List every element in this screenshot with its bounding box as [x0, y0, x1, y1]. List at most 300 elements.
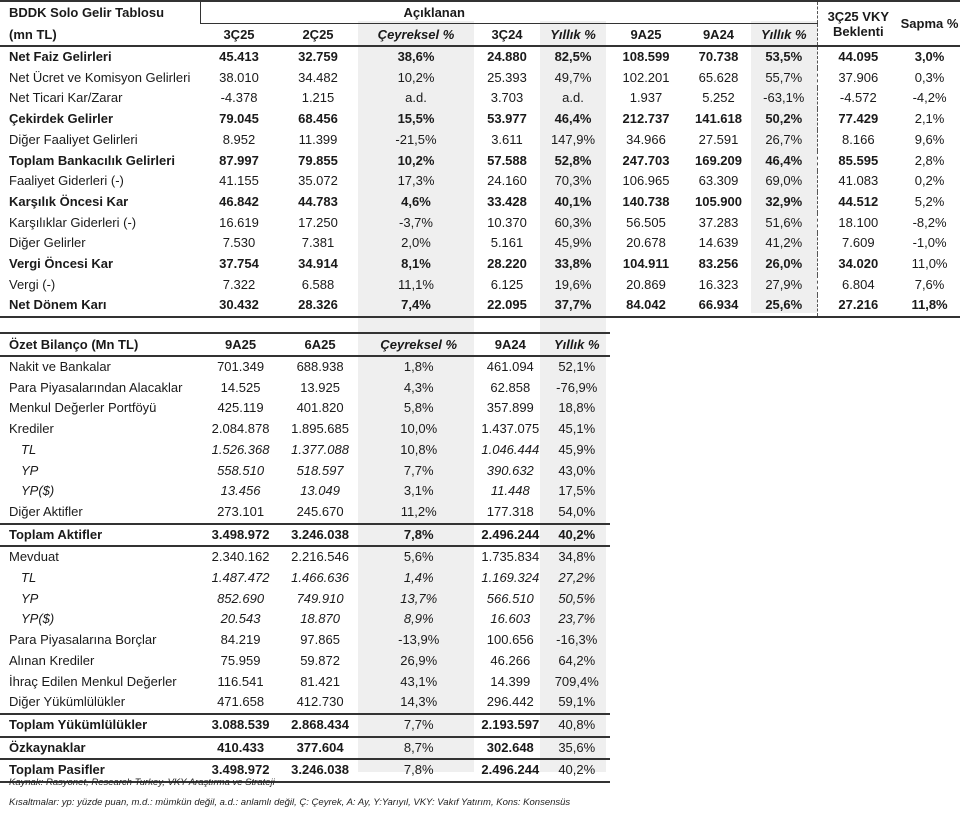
row-label: Toplam Bankacılık Gelirleri	[9, 152, 175, 168]
cell-quarterly-pct: 11,1%	[398, 276, 434, 292]
balance-row	[0, 398, 610, 419]
cell-9m24: 177.318	[486, 503, 534, 519]
cell-6m25: 3.246.038	[280, 759, 361, 782]
cell-3q25: -4.378	[220, 90, 258, 106]
cell-9m25: 20.869	[626, 276, 666, 292]
cell-9m25: 1.937	[629, 90, 663, 106]
row-label: TL	[21, 570, 37, 586]
cell-3q24: 24.880	[487, 49, 527, 64]
cell-estimate: 18.100	[817, 213, 899, 234]
cell-6m25: 1.466.636	[291, 570, 349, 586]
cell-deviation: 11,8%	[899, 295, 960, 317]
cell-yearly-pct-9m: 27,9%	[765, 276, 803, 292]
cell-deviation: 0,2%	[914, 173, 945, 189]
cell-3q24: 28.220	[487, 256, 527, 272]
cell-2q25: 79.855	[298, 152, 338, 168]
row-label: Diğer Yükümlülükler	[9, 694, 126, 710]
bal-col-header-quarterly-pct: Çeyreksel %	[360, 333, 477, 356]
row-label: Alınan Krediler	[9, 652, 95, 668]
cell-9m24: 1.735.834	[477, 546, 543, 568]
cell-9m24: 169.209	[695, 152, 742, 168]
cell-3q24: 24.160	[487, 173, 527, 189]
row-label: Vergi (-)	[9, 276, 56, 292]
cell-yearly-pct: 147,9%	[550, 131, 596, 147]
cell-6m25: 518.597	[296, 462, 344, 478]
cell-deviation: 7,6%	[914, 276, 945, 292]
balance-row	[0, 461, 610, 482]
cell-6m25: 412.730	[296, 694, 344, 710]
cell-9m25: 2.340.162	[201, 546, 280, 568]
cell-9m24: 1.169.324	[481, 570, 540, 586]
cell-9m24: 11.448	[490, 483, 530, 499]
row-label: Faaliyet Giderleri (-)	[9, 173, 124, 189]
row-label: Özkaynaklar	[0, 737, 201, 760]
balance-table-title: Özet Bilanço (Mn TL)	[0, 333, 201, 356]
cell-quarterly-pct: 8,7%	[360, 737, 477, 760]
cell-yearly-pct-9m: -63,1%	[763, 90, 805, 106]
cell-9m24: 27.591	[698, 131, 739, 147]
cell-deviation: -1,0%	[912, 235, 947, 251]
cell-yearly-pct: 34,8%	[544, 546, 610, 568]
cell-estimate: 34.020	[817, 254, 899, 275]
cell-quarterly-pct: 13,7%	[400, 590, 438, 606]
balance-row	[0, 672, 610, 693]
cell-quarterly-pct: 43,1%	[400, 673, 438, 689]
cell-yearly-pct: 23,7%	[558, 611, 596, 627]
cell-3q24: 53.977	[487, 111, 527, 127]
cell-quarterly-pct: -3,7%	[399, 214, 433, 230]
income-row	[0, 88, 960, 109]
cell-quarterly-pct: 10,2%	[397, 69, 435, 85]
cell-quarterly-pct: 5,8%	[403, 400, 434, 416]
row-label: YP	[21, 462, 39, 478]
cell-quarterly-pct: 10,0%	[400, 421, 438, 437]
income-row	[0, 68, 960, 89]
cell-9m25: 273.101	[217, 503, 265, 519]
cell-yearly-pct: 54,0%	[558, 503, 596, 519]
balance-row	[0, 568, 610, 589]
balance-row	[0, 714, 610, 737]
income-body	[0, 46, 960, 317]
cell-3q25: 7.322	[222, 276, 256, 292]
row-label: Para Piyasalarından Alacaklar	[9, 379, 183, 395]
cell-deviation: 9,6%	[914, 131, 945, 147]
cell-9m25: 75.959	[220, 652, 261, 668]
cell-3q24: 6.125	[490, 276, 524, 292]
cell-9m25: 20.543	[220, 611, 261, 627]
cell-yearly-pct-9m: 46,4%	[765, 152, 803, 168]
cell-9m25: 410.433	[201, 737, 280, 760]
income-header-row-2	[0, 24, 960, 47]
row-label: Net Ücret ve Komisyon Gelirleri	[9, 69, 191, 85]
cell-estimate: 7.609	[817, 233, 899, 254]
cell-9m24: 66.934	[686, 295, 751, 317]
cell-9m24: 65.628	[698, 69, 739, 85]
cell-3q25: 45.413	[219, 49, 259, 64]
footnote-abbreviations: Kısaltmalar: yp: yüzde puan, m.d.: mümkün değil, a.d.: anlamlı değil, Ç: Çeyrek, A: Ay, Y:Yarıyıl, VKY: Vakıf Yatırım, Kons: Konsensüs	[9, 797, 571, 808]
cell-2q25: 1.215	[301, 90, 335, 106]
balance-sheet-table	[0, 332, 610, 783]
cell-estimate: 37.906	[817, 68, 899, 89]
income-row	[0, 109, 960, 130]
cell-2q25: 68.456	[298, 111, 338, 127]
col-header-9m25: 9A25	[606, 24, 686, 47]
cell-quarterly-pct: 17,3%	[397, 173, 435, 189]
cell-quarterly-pct: 10,2%	[397, 152, 435, 168]
cell-3q24: 3.611	[491, 131, 523, 147]
row-label: Diğer Gelirler	[9, 235, 86, 251]
bal-col-header-yearly-pct: Yıllık %	[544, 333, 610, 356]
income-row	[0, 233, 960, 254]
cell-yearly-pct-9m: 26,0%	[765, 256, 803, 272]
cell-9m24: 1.046.444	[481, 441, 540, 457]
cell-2q25: 17.250	[298, 214, 338, 230]
cell-yearly-pct: 45,9%	[554, 235, 592, 251]
cell-yearly-pct: 709,4%	[554, 673, 599, 689]
balance-row	[0, 524, 610, 547]
cell-yearly-pct-9m: 26,7%	[765, 131, 803, 147]
cell-3q25: 16.619	[219, 214, 259, 230]
cell-estimate: 8.166	[817, 130, 899, 151]
cell-9m24: 296.442	[486, 694, 534, 710]
balance-row	[0, 651, 610, 672]
income-row	[0, 213, 960, 234]
cell-quarterly-pct: 8,9%	[403, 611, 434, 627]
bal-col-header-9m25: 9A25	[201, 333, 280, 356]
income-row	[0, 192, 960, 213]
cell-6m25: 13.925	[300, 379, 340, 395]
row-label: YP($)	[21, 611, 55, 627]
cell-6m25: 2.216.546	[280, 546, 361, 568]
cell-9m24: 2.496.244	[477, 524, 543, 547]
col-header-3q24: 3Ç24	[474, 24, 540, 47]
cell-estimate: 27.216	[817, 295, 899, 317]
cell-yearly-pct: 46,4%	[554, 111, 592, 127]
cell-6m25: 2.868.434	[280, 714, 361, 737]
balance-row	[0, 589, 610, 610]
cell-quarterly-pct: 11,2%	[400, 503, 437, 519]
cell-yearly-pct: 33,8%	[554, 256, 592, 272]
balance-row	[0, 356, 610, 378]
cell-deviation: 3,0%	[914, 49, 945, 64]
balance-row	[0, 378, 610, 399]
cell-3q24: 5.161	[490, 235, 524, 251]
cell-3q25: 30.432	[200, 295, 278, 317]
income-statement-table	[0, 0, 960, 318]
cell-yearly-pct: 45,1%	[558, 421, 596, 437]
cell-3q25: 37.754	[219, 256, 259, 272]
cell-9m24: 2.193.597	[477, 714, 543, 737]
row-label: Çekirdek Gelirler	[9, 111, 114, 127]
row-label: Mevduat	[0, 546, 201, 568]
cell-yearly-pct: 45,9%	[558, 441, 596, 457]
cell-9m25: 1.487.472	[211, 570, 270, 586]
cell-yearly-pct: 59,1%	[558, 694, 596, 710]
cell-estimate: -4.572	[817, 88, 899, 109]
cell-deviation: 0,3%	[914, 69, 945, 85]
cell-3q24: 3.703	[490, 90, 524, 106]
cell-estimate: 85.595	[817, 151, 899, 172]
income-row	[0, 254, 960, 275]
row-label: TL	[21, 441, 37, 457]
cell-estimate: 77.429	[817, 109, 899, 130]
cell-yearly-pct: 19,6%	[554, 276, 592, 292]
cell-9m24: 16.603	[490, 611, 531, 627]
cell-9m25: 104.911	[622, 256, 670, 272]
row-label: Toplam Yükümlülükler	[0, 714, 201, 737]
estimate-header-line1: 3Ç25 VKY	[827, 8, 889, 24]
cell-estimate: 6.804	[817, 275, 899, 296]
income-row	[0, 130, 960, 151]
cell-yearly-pct-9m: 53,5%	[765, 49, 803, 64]
cell-6m25: 688.938	[296, 359, 344, 374]
cell-6m25: 13.049	[300, 483, 340, 499]
cell-9m25: 116.541	[217, 673, 264, 689]
cell-6m25: 3.246.038	[280, 524, 361, 547]
cell-deviation: 2,8%	[914, 152, 945, 168]
cell-2q25: 7.381	[301, 235, 335, 251]
row-label: Karşılık Öncesi Kar	[9, 193, 129, 209]
balance-row	[0, 692, 610, 714]
cell-9m25: 108.599	[622, 49, 670, 64]
balance-row	[0, 630, 610, 651]
cell-quarterly-pct: 1,4%	[403, 570, 434, 586]
cell-6m25: 1.377.088	[291, 441, 349, 457]
row-label: Para Piyasalarına Borçlar	[9, 632, 157, 648]
cell-9m25: 20.678	[626, 235, 666, 251]
row-label: Vergi Öncesi Kar	[9, 256, 114, 272]
cell-yearly-pct: 37,7%	[540, 295, 606, 317]
cell-yearly-pct: 52,1%	[558, 359, 596, 374]
cell-9m24: 5.252	[702, 90, 735, 106]
income-unit-label: (mn TL)	[0, 24, 200, 47]
cell-quarterly-pct: 15,5%	[397, 111, 435, 127]
col-header-3q25: 3Ç25	[200, 24, 278, 47]
cell-yearly-pct: -16,3%	[556, 632, 598, 648]
row-label: Menkul Değerler Portföyü	[9, 400, 157, 416]
cell-9m25: 701.349	[217, 359, 265, 374]
balance-row	[0, 546, 610, 568]
cell-9m24: 14.639	[698, 235, 739, 251]
cell-9m25: 140.738	[622, 193, 670, 209]
cell-9m24: 46.266	[490, 652, 531, 668]
income-row	[0, 46, 960, 68]
cell-9m25: 1.526.368	[211, 441, 270, 457]
cell-9m25: 558.510	[217, 462, 265, 478]
cell-9m24: 302.648	[477, 737, 543, 760]
row-label: Diğer Faaliyet Gelirleri	[9, 131, 138, 147]
income-row	[0, 151, 960, 172]
income-header-row-1	[0, 1, 960, 24]
cell-9m25: 13.456	[220, 483, 261, 499]
cell-3q24: 33.428	[487, 193, 527, 209]
cell-9m24: 63.309	[698, 173, 739, 189]
cell-quarterly-pct: 4,3%	[403, 379, 434, 395]
row-label: Net Faiz Gelirleri	[9, 49, 112, 64]
cell-quarterly-pct: a.d.	[405, 90, 427, 106]
cell-yearly-pct: 70,3%	[554, 173, 592, 189]
reported-group-header: Açıklanan	[200, 1, 817, 24]
cell-quarterly-pct: 7,8%	[360, 759, 477, 782]
cell-3q25: 38.010	[219, 69, 259, 85]
cell-9m24: 14.399	[490, 673, 531, 689]
cell-9m24: 70.738	[698, 49, 739, 64]
cell-yearly-pct: -76,9%	[556, 379, 598, 395]
cell-estimate: 41.083	[817, 171, 899, 192]
cell-9m25: 2.084.878	[211, 421, 270, 437]
cell-6m25: 245.670	[296, 503, 344, 519]
cell-6m25: 81.421	[300, 673, 340, 689]
bal-col-header-9m24: 9A24	[477, 333, 543, 356]
row-label: YP($)	[21, 483, 55, 499]
cell-yearly-pct: 40,2%	[544, 759, 610, 782]
footnote-source: Kaynak: Rasyonet, Research Turkey, VKY Araştırma ve Strateji	[9, 777, 275, 788]
cell-9m24: 2.496.244	[477, 759, 543, 782]
cell-yearly-pct-9m: 41,2%	[765, 235, 803, 251]
balance-row	[0, 419, 610, 440]
cell-yearly-pct: 64,2%	[558, 652, 596, 668]
cell-9m25: 425.119	[217, 400, 264, 416]
cell-9m24: 105.900	[695, 193, 742, 209]
cell-yearly-pct-9m: 25,6%	[751, 295, 817, 317]
cell-2q25: 34.482	[298, 69, 338, 85]
col-header-9m24: 9A24	[686, 24, 751, 47]
income-row	[0, 275, 960, 296]
cell-yearly-pct: 40,2%	[544, 524, 610, 547]
bal-col-header-6m25: 6A25	[280, 333, 361, 356]
cell-quarterly-pct: 7,7%	[403, 462, 434, 478]
cell-9m25: 852.690	[217, 590, 265, 606]
deviation-header: Sapma %	[899, 1, 960, 46]
cell-quarterly-pct: 7,8%	[360, 524, 477, 547]
cell-yearly-pct: 18,8%	[558, 400, 596, 416]
cell-yearly-pct-9m: 50,2%	[765, 111, 803, 127]
cell-9m24: 461.094	[486, 359, 534, 374]
cell-2q25: 44.783	[298, 193, 338, 209]
cell-3q24: 25.393	[487, 69, 527, 85]
cell-quarterly-pct: 1,8%	[403, 359, 434, 374]
cell-2q25: 34.914	[298, 256, 338, 272]
cell-9m24: 100.656	[486, 632, 534, 648]
cell-3q25: 87.997	[219, 152, 259, 168]
cell-9m25: 212.737	[622, 111, 670, 127]
cell-quarterly-pct: 7,4%	[358, 295, 474, 317]
cell-9m25: 102.201	[622, 69, 670, 85]
cell-yearly-pct-9m: 32,9%	[765, 193, 803, 209]
estimate-header	[817, 1, 899, 46]
cell-2q25: 6.588	[301, 276, 335, 292]
col-header-yearly-pct-9m: Yıllık %	[751, 24, 817, 47]
cell-9m25: 106.965	[622, 173, 670, 189]
cell-2q25: 28.326	[278, 295, 358, 317]
cell-yearly-pct-9m: 55,7%	[765, 69, 803, 85]
cell-yearly-pct: 82,5%	[554, 49, 592, 64]
row-label: Nakit ve Bankalar	[9, 359, 111, 374]
estimate-header-line2: Beklenti	[833, 23, 884, 39]
cell-yearly-pct: 40,8%	[544, 714, 610, 737]
cell-9m25: 84.042	[606, 295, 686, 317]
col-header-2q25: 2Ç25	[278, 24, 358, 47]
col-header-quarterly-pct: Çeyreksel %	[358, 24, 474, 47]
cell-estimate: 44.512	[817, 192, 899, 213]
cell-yearly-pct: 49,7%	[554, 69, 592, 85]
balance-header-row	[0, 333, 610, 356]
cell-quarterly-pct: 7,7%	[360, 714, 477, 737]
cell-9m24: 141.618	[695, 111, 742, 127]
cell-yearly-pct-9m: 69,0%	[765, 173, 803, 189]
balance-row	[0, 502, 610, 524]
cell-yearly-pct: 27,2%	[558, 570, 596, 586]
cell-2q25: 35.072	[298, 173, 338, 189]
cell-yearly-pct: 52,8%	[554, 152, 592, 168]
row-label: Net Ticari Kar/Zarar	[9, 90, 123, 106]
cell-9m25: 3.498.972	[201, 524, 280, 547]
cell-yearly-pct: 50,5%	[558, 590, 596, 606]
cell-9m24: 83.256	[698, 256, 739, 272]
cell-yearly-pct: a.d.	[562, 90, 584, 106]
cell-9m24: 62.858	[490, 379, 531, 395]
balance-body	[0, 356, 610, 782]
cell-9m24: 390.632	[486, 462, 534, 478]
cell-6m25: 749.910	[296, 590, 344, 606]
cell-quarterly-pct: 3,1%	[403, 483, 434, 499]
balance-row	[0, 440, 610, 461]
cell-3q25: 46.842	[219, 193, 259, 209]
cell-3q24: 10.370	[487, 214, 527, 230]
cell-9m24: 566.510	[486, 590, 534, 606]
cell-3q25: 8.952	[222, 131, 256, 147]
cell-quarterly-pct: 5,6%	[360, 546, 477, 568]
cell-estimate: 44.095	[817, 46, 899, 68]
row-label: Krediler	[9, 421, 54, 437]
income-row	[0, 171, 960, 192]
cell-9m24: 357.899	[486, 400, 534, 416]
balance-row	[0, 737, 610, 760]
cell-6m25: 97.865	[300, 632, 340, 648]
cell-2q25: 32.759	[298, 49, 338, 64]
balance-row	[0, 609, 610, 630]
cell-3q25: 41.155	[219, 173, 259, 189]
cell-9m24: 1.437.075	[481, 421, 540, 437]
cell-deviation: -4,2%	[912, 90, 947, 106]
cell-quarterly-pct: 14,3%	[400, 694, 438, 710]
cell-6m25: 377.604	[280, 737, 361, 760]
cell-9m25: 84.219	[220, 632, 261, 648]
cell-9m25: 14.525	[220, 379, 261, 395]
cell-quarterly-pct: 10,8%	[400, 441, 438, 457]
cell-deviation: 2,1%	[914, 111, 945, 127]
cell-6m25: 401.820	[296, 400, 344, 416]
cell-deviation: -8,2%	[912, 214, 947, 230]
cell-deviation: 5,2%	[914, 193, 945, 209]
income-table-title: BDDK Solo Gelir Tablosu	[0, 1, 200, 24]
row-label: Karşılıklar Giderleri (-)	[9, 214, 137, 230]
cell-quarterly-pct: 4,6%	[401, 193, 431, 209]
cell-9m25: 471.658	[217, 694, 265, 710]
cell-3q24: 57.588	[487, 152, 527, 168]
cell-9m25: 3.498.972	[201, 759, 280, 782]
cell-yearly-pct: 35,6%	[544, 737, 610, 760]
cell-2q25: 11.399	[298, 131, 338, 147]
cell-quarterly-pct: -13,9%	[398, 632, 440, 648]
cell-9m25: 3.088.539	[201, 714, 280, 737]
row-label: YP	[21, 590, 39, 606]
row-label: Toplam Aktifler	[0, 524, 201, 547]
cell-yearly-pct-9m: 51,6%	[765, 214, 803, 230]
cell-9m25: 34.966	[626, 131, 666, 147]
cell-yearly-pct: 43,0%	[558, 462, 596, 478]
cell-quarterly-pct: 26,9%	[400, 652, 438, 668]
